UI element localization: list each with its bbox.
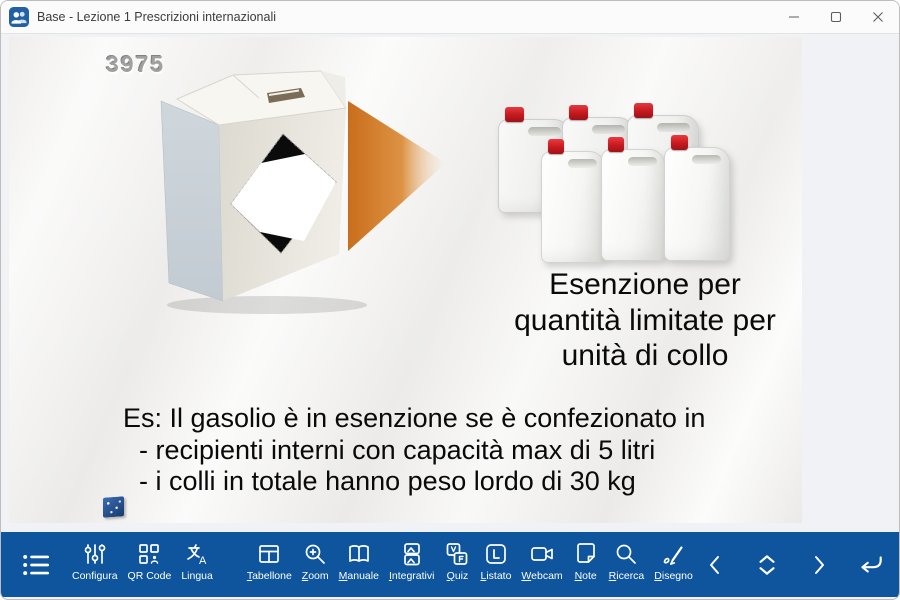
chevron-left-icon: [702, 551, 728, 578]
zoom-in-icon: [302, 540, 328, 567]
svg-text:A: A: [199, 554, 207, 567]
toolbar-button-configura[interactable]: [67, 540, 123, 582]
toolbar-button-ricerca[interactable]: [604, 540, 650, 582]
red-cap: [608, 137, 625, 152]
heading-line: quantità limitate per: [514, 303, 776, 337]
jerry-can: [541, 151, 605, 263]
toolbar-label: Tabellone: [246, 570, 292, 582]
toolbar-button-note[interactable]: [568, 540, 604, 582]
toolbar-button-zoom[interactable]: [297, 540, 334, 582]
slide-number-watermark: 3975: [106, 51, 166, 77]
true-false-icon: [444, 540, 470, 567]
body-line: Es: Il gasolio è in esenzione se è confezionato in: [123, 403, 706, 433]
toolbar-label: Listato: [480, 570, 512, 582]
jerry-can: [627, 115, 699, 209]
slide-canvas: [9, 37, 802, 523]
table-grid-icon: [256, 540, 282, 567]
chevron-right-icon: [806, 551, 832, 578]
can-handle: [568, 159, 597, 168]
stacked-images-icon: [399, 540, 425, 567]
qr-code-icon: [136, 540, 162, 567]
window-controls: [773, 1, 899, 33]
note-page-icon: [573, 540, 599, 567]
toolbar-button-tabellone[interactable]: [242, 540, 297, 582]
toolbar-label: Zoom: [301, 570, 329, 582]
users-icon: [9, 7, 29, 27]
toolbar-button-webcam[interactable]: [516, 540, 567, 582]
toolbar-button-manuale[interactable]: [334, 540, 384, 582]
jerry-can: [562, 117, 634, 211]
can-handle: [528, 127, 560, 136]
video-camera-icon: [529, 540, 555, 567]
toolbar-label: Disegno: [654, 570, 693, 582]
sliders-icon: [82, 540, 108, 567]
toolbar-button-integrativi[interactable]: [384, 540, 440, 582]
can-handle: [692, 155, 721, 164]
toolbar-button-next[interactable]: [806, 551, 832, 578]
slide-heading: [427, 267, 802, 374]
toolbar-label: Quiz: [446, 570, 469, 582]
blue-logo-stamp-icon: [103, 496, 124, 517]
toolbar-button-expand[interactable]: [753, 551, 781, 578]
toolbar-label: Webcam: [521, 570, 563, 582]
toolbar-button-menu[interactable]: [13, 532, 57, 597]
toolbar-nav: [702, 551, 885, 578]
toolbar-label: Integrativi: [388, 570, 435, 582]
toolbar-button-previous[interactable]: [702, 551, 728, 578]
red-cap: [548, 139, 565, 154]
toolbar-button-disegno[interactable]: [649, 540, 698, 582]
jerry-can: [664, 147, 730, 261]
translate-icon: [184, 540, 210, 567]
toolbar-label: Manuale: [338, 570, 379, 582]
heading-line: unità di collo: [561, 339, 729, 372]
orange-arrow-graphic: [348, 101, 446, 251]
bottom-toolbar: [1, 532, 899, 597]
toolbar-button-qr-code[interactable]: [123, 540, 177, 582]
body-line: - i colli in totale hanno peso lordo di 30 kg: [139, 466, 636, 496]
can-handle: [657, 123, 689, 132]
open-book-icon: [346, 540, 372, 567]
toolbar-button-return[interactable]: [857, 551, 885, 578]
close-button[interactable]: [857, 1, 899, 33]
red-cap: [671, 135, 688, 150]
return-arrow-icon: [857, 551, 885, 578]
toolbar-button-lingua[interactable]: [176, 540, 218, 582]
letter-l-icon: [483, 540, 509, 567]
toolbar-label: Note: [574, 570, 597, 582]
content-area: [1, 35, 900, 534]
toolbar-button-listato[interactable]: [475, 540, 516, 582]
jerry-can: [601, 149, 665, 261]
toolbar-label: QR Code: [127, 570, 172, 582]
minimize-button[interactable]: [773, 1, 815, 33]
titlebar: [1, 1, 899, 34]
heading-line: Esenzione per: [549, 268, 741, 301]
toolbar-items: [67, 532, 698, 597]
toolbar-button-quiz[interactable]: [439, 540, 475, 582]
list-menu-icon: [20, 551, 50, 578]
chevron-up-down-icon: [753, 551, 781, 578]
maximize-button[interactable]: [815, 1, 857, 33]
body-line: - recipienti interni con capacità max di 5 litri: [139, 434, 656, 465]
window-title: Base - Lezione 1 Prescrizioni internazionali: [37, 10, 277, 24]
search-icon: [613, 540, 639, 567]
slide-body-text: [123, 403, 802, 498]
toolbar-label: Ricerca: [608, 570, 645, 582]
red-cap: [634, 103, 653, 118]
jerry-can: [498, 119, 570, 213]
pen-draw-icon: [661, 540, 687, 567]
red-cap: [569, 105, 588, 120]
can-handle: [628, 157, 657, 166]
toolbar-label: Configura: [72, 570, 118, 582]
toolbar-label: Lingua: [181, 570, 213, 582]
can-handle: [592, 125, 624, 134]
red-cap: [505, 107, 524, 122]
